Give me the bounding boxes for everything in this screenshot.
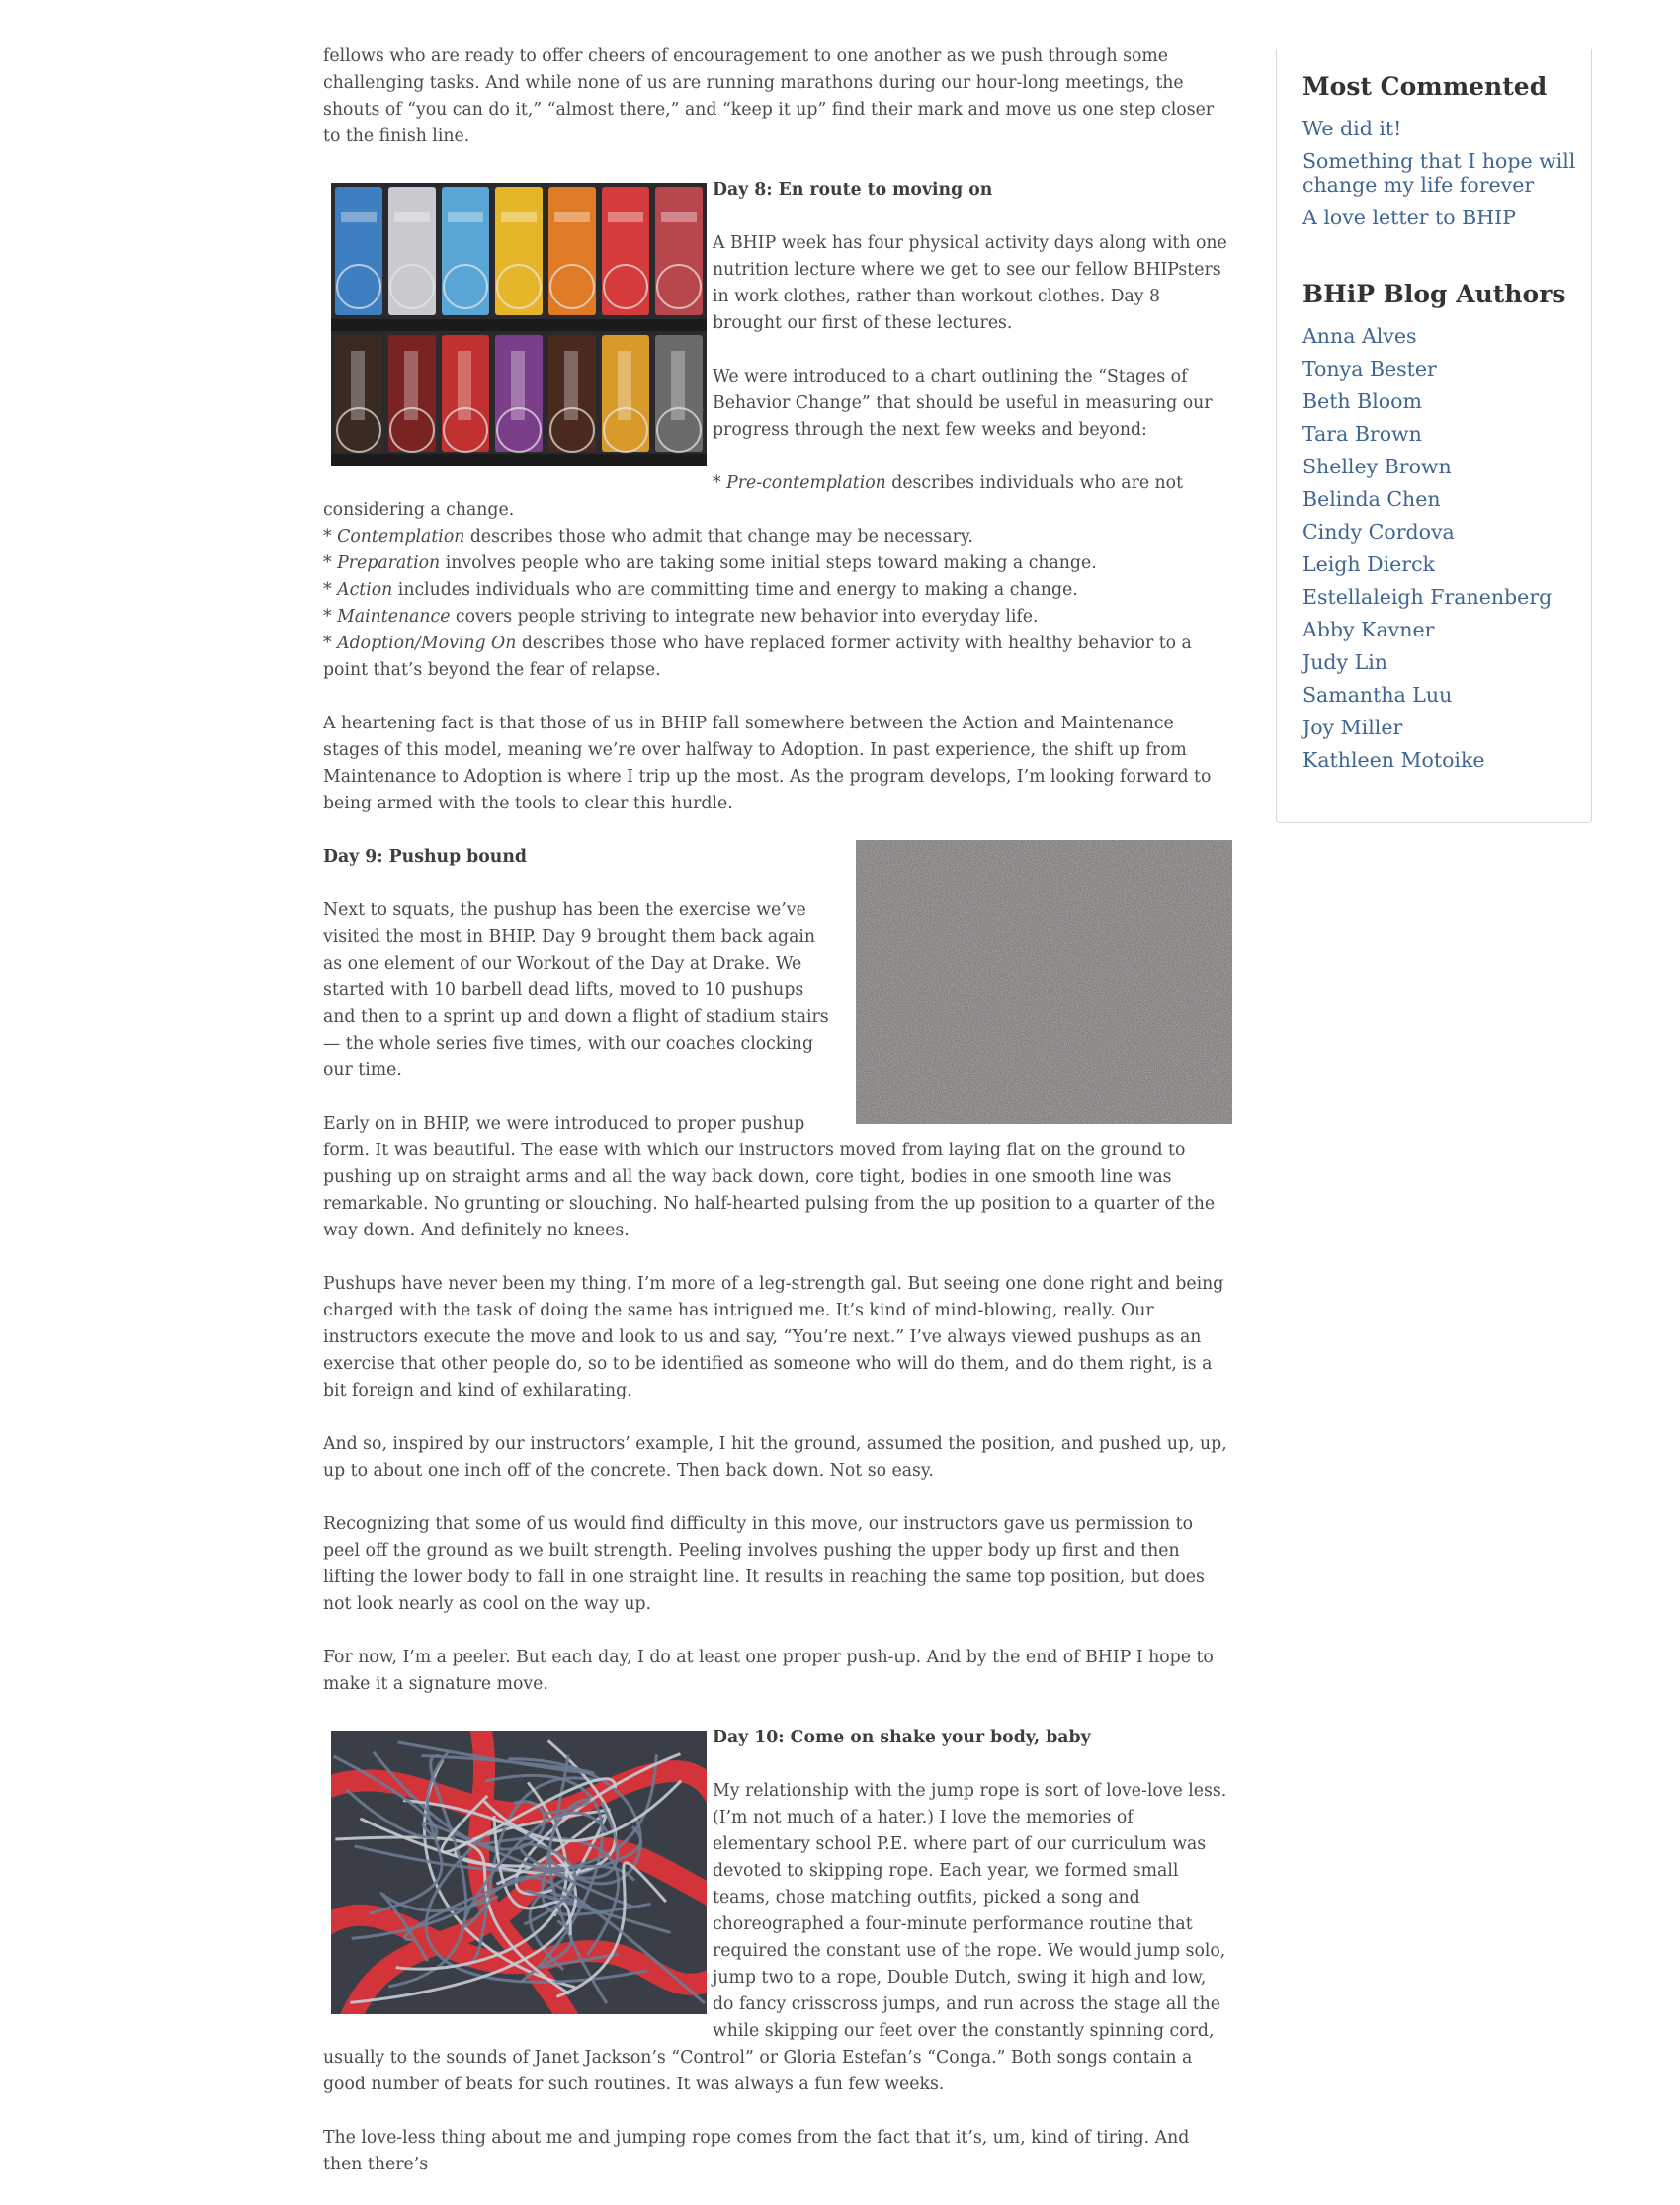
- author-link[interactable]: Beth Bloom: [1302, 389, 1422, 413]
- author-link[interactable]: Estellaleigh Franenberg: [1302, 585, 1553, 609]
- most-commented-widget: [1302, 71, 1591, 229]
- day9-paragraph: Next to squats, the pushup has been the exercise we’ve visited the most in BHIP. Day 9 brought them back again as one element of our Workout of the Day at Drake. We started with 10 barbell dead lifts, moved to 10 pushups and then to a sprint up and down a flight of stadium stairs — the whole series five times, with our coaches clocking our time.: [323, 900, 829, 1080]
- stage-item: * Maintenance covers people striving to integrate new behavior into everyday life.: [323, 607, 1039, 627]
- stage-item: * Preparation involves people who are taking some initial steps toward making a change.: [323, 553, 1097, 573]
- most-commented-link[interactable]: Something that I hope will change my life forever: [1302, 149, 1576, 197]
- vending-machine-photo: [331, 183, 707, 466]
- authors-widget: [1302, 279, 1591, 772]
- stage-item: * Adoption/Moving On describes those who have replaced former activity with healthy behavior to a point that’s beyond the fear of relapse.: [323, 634, 1192, 680]
- most-commented-list: [1302, 117, 1591, 229]
- day8-heading: Day 8: En route to moving on: [713, 180, 993, 200]
- most-commented-title: Most Commented: [1302, 72, 1548, 101]
- intro-paragraph: fellows who are ready to offer cheers of encouragement to one another as we push through some challenging tasks. And while none of us are running marathons during our hour-long meetings, the shouts of “you can do it,” “almost there,” and “keep it up” find their mark and move us one step closer to the finish line.: [323, 46, 1215, 146]
- day9-paragraph: And so, inspired by our instructors’ example, I hit the ground, assumed the position, and pushed up, up, up to about one inch off of the concrete. Then back down. Not so easy.: [323, 1434, 1227, 1481]
- author-link[interactable]: Belinda Chen: [1302, 487, 1441, 511]
- author-link[interactable]: Tonya Bester: [1302, 357, 1437, 381]
- concrete-photo: [856, 840, 1232, 1124]
- day9-heading: Day 9: Pushup bound: [323, 847, 527, 867]
- author-link[interactable]: Kathleen Motoike: [1302, 748, 1485, 772]
- day8-paragraph-2: We were introduced to a chart outlining the “Stages of Behavior Change” that should be useful in measuring our progress through the next few weeks and beyond:: [713, 367, 1213, 440]
- author-link[interactable]: Leigh Dierck: [1302, 552, 1435, 576]
- authors-list: [1302, 324, 1591, 772]
- authors-title: BHiP Blog Authors: [1302, 280, 1566, 308]
- day10-heading: Day 10: Come on shake your body, baby: [713, 1728, 1091, 1747]
- article-body: [323, 43, 1232, 2205]
- day10-paragraph-1: My relationship with the jump rope is sort of love-love less. (I’m not much of a hater.) I love the memories of elementary school P.E. where part of our curriculum was devoted to skipping rope. Each year, we formed small teams, chose matching outfits, picked a song and choreographed a four-minute performance routine that required the constant use of the rope. We would jump solo, jump two to a rope, Double Dutch, swing it high and low, do fancy crisscross jumps, and run across the stage all the while skipping our feet over the constantly spinning cord, usually to the sounds of Janet Jackson’s “Control” or Gloria Estefan’s “Conga.” Both songs contain a good number of beats for such routines. It was always a fun few weeks.: [323, 1781, 1227, 2094]
- stage-item: * Pre-contemplation describes individuals who are not considering a change.: [323, 473, 1184, 520]
- day9-paragraph: Early on in BHIP, we were introduced to proper pushup form. It was beautiful. The ease with which our instructors moved from laying flat on the ground to pushing up on straight arms and all the way back down, core tight, bodies in one smooth line was remarkable. No grunting or slouching. No half-hearted pulsing from the up position to a quarter of the way down. And definitely no knees.: [323, 1114, 1216, 1240]
- jump-ropes-photo: [331, 1731, 707, 2014]
- most-commented-link[interactable]: We did it!: [1302, 117, 1402, 140]
- author-link[interactable]: Cindy Cordova: [1302, 520, 1455, 544]
- author-link[interactable]: Shelley Brown: [1302, 455, 1452, 478]
- day9-paragraph: Recognizing that some of us would find difficulty in this move, our instructors gave us permission to peel off the ground as we built strength. Peeling involves pushing the upper body up first and then lifting the lower body to fall in one straight line. It results in reaching the same top position, but does not look nearly as cool on the way up.: [323, 1514, 1205, 1614]
- most-commented-link[interactable]: A love letter to BHIP: [1302, 206, 1516, 229]
- sidebar: [1276, 49, 1592, 823]
- author-link[interactable]: Tara Brown: [1302, 422, 1422, 446]
- day8-paragraph-3: A heartening fact is that those of us in BHIP fall somewhere between the Action and Maintenance stages of this model, meaning we’re over halfway to Adoption. In past experience, the shift up from Maintenance to Adoption is where I trip up the most. As the program develops, I’m looking forward to being armed with the tools to clear this hurdle.: [323, 714, 1212, 813]
- stages-list: [323, 470, 1232, 684]
- day9-paragraph: Pushups have never been my thing. I’m more of a leg-strength gal. But seeing one done right and being charged with the task of doing the same has intrigued me. It’s kind of mind-blowing, really. Our instructors execute the move and look to us and say, “You’re next.” I’ve always viewed pushups as an exercise that other people do, so to be identified as someone who will do them, and do them right, is a bit foreign and kind of exhilarating.: [323, 1274, 1224, 1400]
- day10-paragraph-2: The love-less thing about me and jumping rope comes from the fact that it’s, um, kind of tiring. And then there’s: [323, 2128, 1190, 2174]
- author-link[interactable]: Joy Miller: [1302, 716, 1403, 739]
- day8-paragraph-1: A BHIP week has four physical activity days along with one nutrition lecture where we get to see our fellow BHIPsters in work clothes, rather than workout clothes. Day 8 brought our first of these lectures.: [713, 233, 1227, 333]
- author-link[interactable]: Judy Lin: [1302, 650, 1388, 674]
- author-link[interactable]: Anna Alves: [1302, 324, 1417, 348]
- day9-paragraph: For now, I’m a peeler. But each day, I do at least one proper push-up. And by the end of BHIP I hope to make it a signature move.: [323, 1648, 1214, 1694]
- stage-item: * Action includes individuals who are committing time and energy to making a change.: [323, 580, 1078, 600]
- author-link[interactable]: Samantha Luu: [1302, 683, 1453, 707]
- stage-item: * Contemplation describes those who admit that change may be necessary.: [323, 527, 973, 547]
- author-link[interactable]: Abby Kavner: [1302, 618, 1435, 641]
